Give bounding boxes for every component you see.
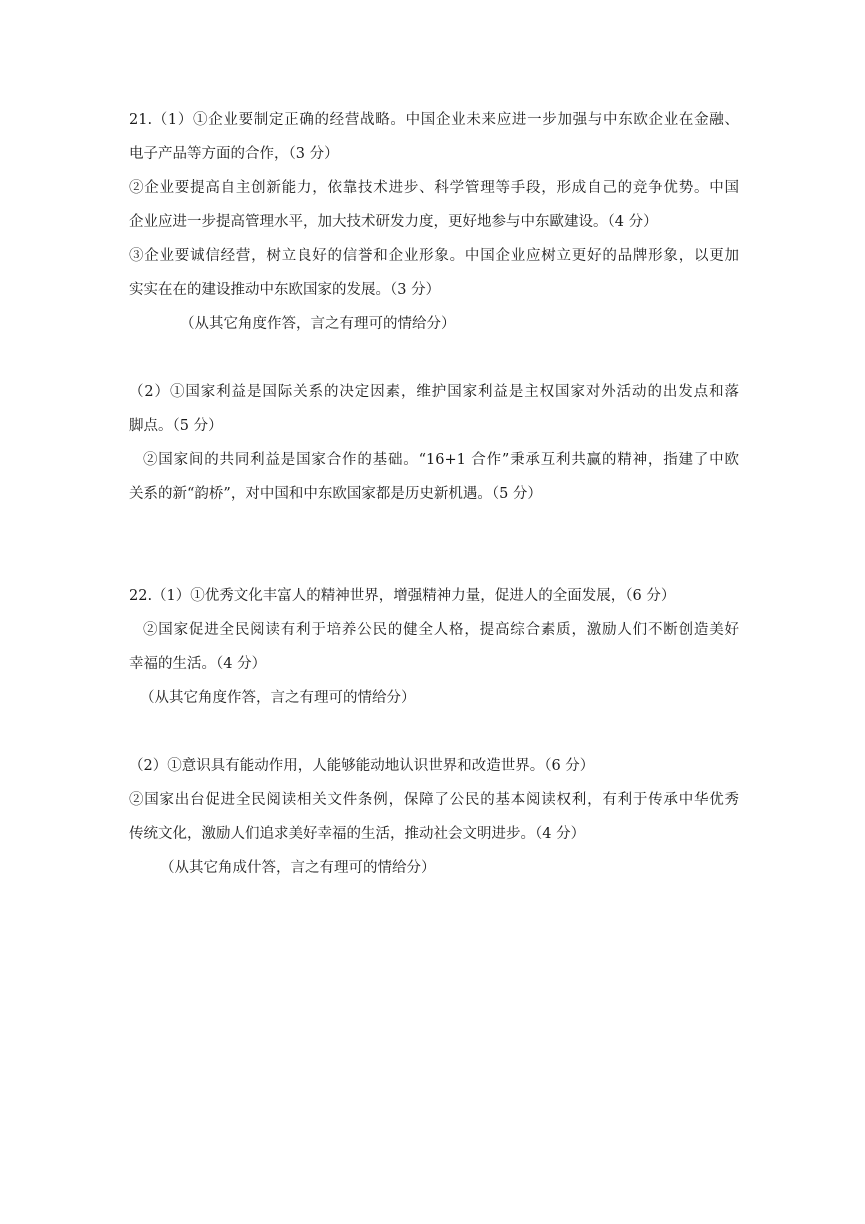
q22-part2-point2-line2: 传统文化，激励人们追求美好幸福的生活，推动社会文明进步。（4 分） <box>129 826 586 842</box>
q22-part2-scoring-note: （从其它角成什答，言之有理可的情给分） <box>160 860 436 876</box>
q22-part1-point2-line1: ②国家促进全民阅读有利于培养公民的健全人格，提高综合素质，激励人们不断创造美好 <box>143 622 739 638</box>
q22-part1-point2-line2: 幸福的生活。（4 分） <box>129 656 267 672</box>
q21-part1-point2-line1: ②企业要提高自主创新能力，依靠技术进步、科学管理等手段，形成自己的竞争优势。中国 <box>129 180 739 196</box>
q21-part1-point2-line2: 企业应进一步提高管理水平，加大技术研发力度，更好地参与中东歐建设。（4 分） <box>129 214 658 230</box>
q22-part1-point1: 22.（1）①优秀文化丰富人的精神世界，增强精神力量，促进人的全面发展，（6 分） <box>129 588 676 604</box>
q21-part1-point1-line1: 21.（1）①企业要制定正确的经营战略。中国企业未来应进一步加强与中东欧企业在金融、 <box>129 112 739 128</box>
q21-part2-point1-line2: 脚点。（5 分） <box>129 418 223 434</box>
q21-part1-scoring-note: （从其它角度作答，言之有理可的情给分） <box>180 316 456 332</box>
q21-part1-point3-line2: 实实在在的建设推动中东欧国家的发展。（3 分） <box>129 282 441 298</box>
q21-part1-point1-line2: 电子产品等方面的合作，（3 分） <box>129 146 339 162</box>
q21-part2-point1-line1: （2）①国家利益是国际关系的决定因素，维护国家利益是主权国家对外活动的出发点和落 <box>129 384 739 400</box>
q22-part1-scoring-note: （从其它角度作答，言之有理可的情给分） <box>140 690 416 706</box>
q22-part2-point1: （2）①意识具有能动作用，人能够能动地认识世界和改造世界。（6 分） <box>129 758 595 774</box>
q22-part2-point2-line1: ②国家出台促进全民阅读相关文件条例，保障了公民的基本阅读权利，有利于传承中华优秀 <box>129 792 739 808</box>
q21-part1-point3-line1: ③企业要诚信经营，树立良好的信誉和企业形象。中国企业应树立更好的品牌形象，以更加 <box>129 248 739 264</box>
q21-part2-point2-line2: 关系的新“韵桥”，对中国和中东欧国家都是历史新机遇。（5 分） <box>129 486 542 502</box>
q21-part2-point2-line1: ②国家间的共同利益是国家合作的基础。“16+1 合作”秉承互利共赢的精神，指建了中欧 <box>143 452 739 468</box>
